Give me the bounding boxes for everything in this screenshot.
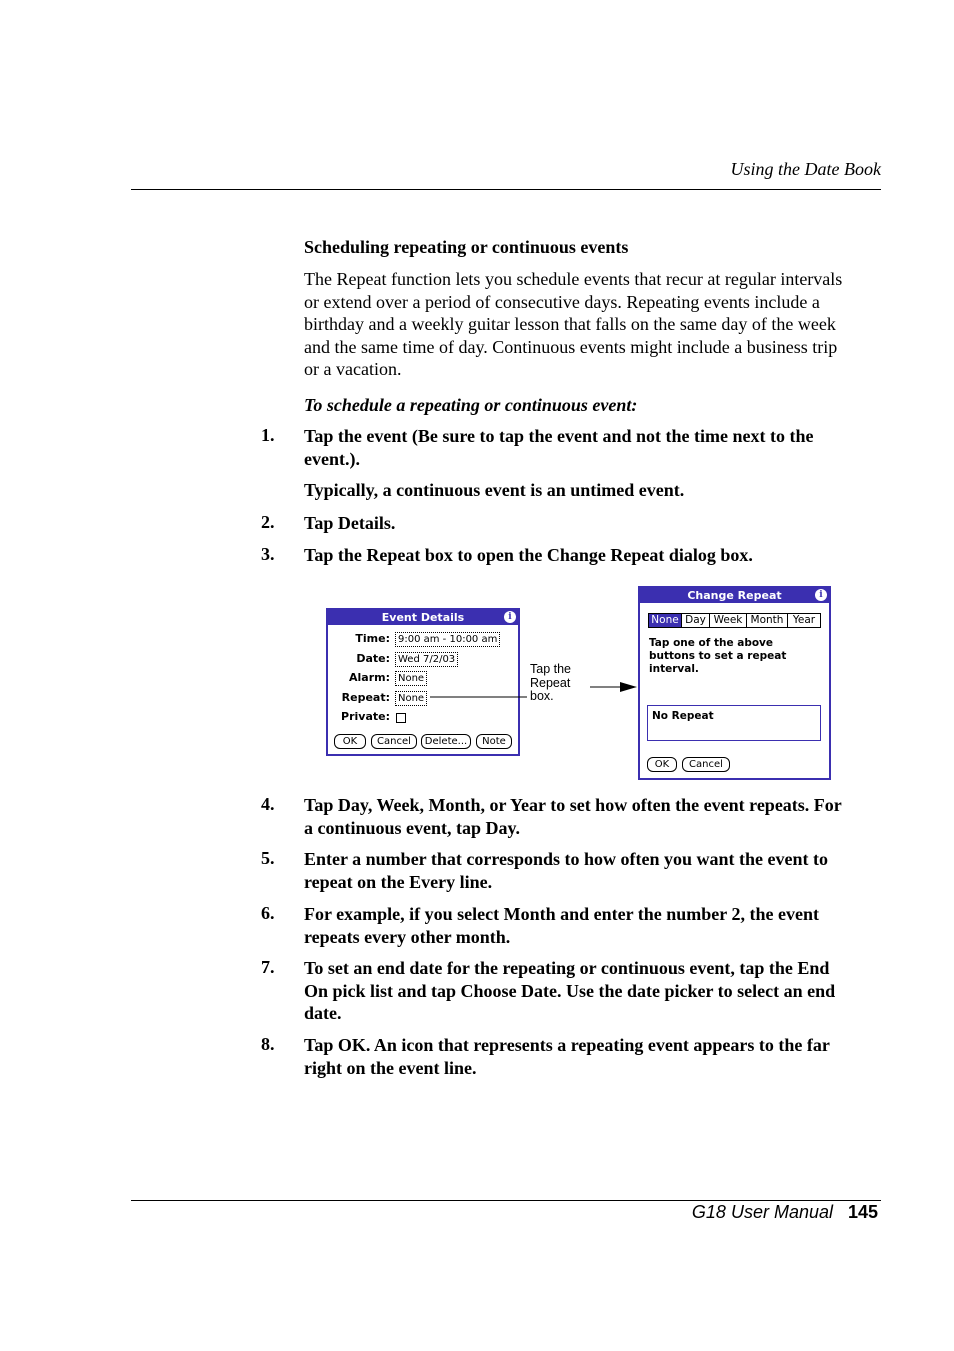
- paragraph-line: or a vacation.: [304, 359, 402, 380]
- step-line: Tap the Repeat box to open the Change Repeat dialog box.: [304, 545, 753, 565]
- callout-line: Repeat: [530, 675, 571, 690]
- repeat-status-box: [647, 705, 821, 741]
- step-number: 2.: [261, 512, 275, 532]
- step-number: 5.: [261, 848, 275, 868]
- private-label: Private:: [341, 710, 390, 723]
- info-icon: i: [815, 589, 827, 601]
- step-line: On pick list and tap Choose Date. Use the date picker to select an end: [304, 980, 836, 1001]
- instruction-text: [649, 637, 786, 676]
- step-text: [304, 848, 882, 893]
- tab-month[interactable]: Month: [746, 613, 788, 628]
- step-line: Tap the event (Be sure to tap the event and not the time next to the: [304, 426, 814, 446]
- alarm-label: Alarm:: [349, 671, 390, 684]
- repeat-label: Repeat:: [341, 691, 390, 704]
- step-number: 3.: [261, 544, 275, 564]
- step-line: event.).: [304, 448, 360, 469]
- step-text: [304, 1034, 882, 1079]
- step-line: repeats every other month.: [304, 926, 511, 947]
- callout-line: Tap the: [530, 662, 572, 676]
- callout-text: [530, 663, 571, 704]
- step-number: 1.: [261, 425, 275, 445]
- tab-year[interactable]: Year: [787, 613, 821, 628]
- running-head: Using the Date Book: [730, 159, 881, 179]
- note-button[interactable]: Note: [476, 734, 512, 749]
- step-line: Tap OK. An icon that represents a repeating event appears to the far: [304, 1035, 830, 1055]
- dialog-title: Event Details: [328, 610, 518, 625]
- step-number: 7.: [261, 957, 275, 977]
- step-line: date.: [304, 1003, 342, 1024]
- step-line: For example, if you select Month and enter the number 2, the event: [304, 904, 819, 924]
- page-number: 145: [848, 1202, 879, 1222]
- repeat-field[interactable]: None: [395, 691, 427, 706]
- cancel-button[interactable]: Cancel: [371, 734, 417, 749]
- date-field[interactable]: Wed 7/2/03: [395, 652, 458, 667]
- callout-line: box.: [530, 689, 554, 703]
- footer-rule: [131, 1200, 881, 1201]
- cancel-button[interactable]: Cancel: [682, 757, 730, 772]
- step-number: 8.: [261, 1034, 275, 1054]
- callout-arrowhead: [620, 682, 637, 692]
- step-line: Tap Day, Week, Month, or Year to set how often the event repeats. For: [304, 795, 842, 815]
- repeat-status-text: No Repeat: [652, 710, 714, 722]
- step-line: right on the event line.: [304, 1057, 477, 1078]
- step-text: [304, 903, 882, 948]
- alarm-field[interactable]: None: [395, 671, 427, 686]
- tab-week[interactable]: Week: [709, 613, 747, 628]
- info-icon: i: [504, 611, 516, 623]
- time-label: Time:: [355, 632, 390, 645]
- instruction-line: Tap one of the above: [649, 637, 774, 649]
- paragraph-line: The Repeat function lets you schedule events that recur at regular intervals: [304, 269, 843, 289]
- footer-manual-title: G18 User Manual: [691, 1202, 833, 1222]
- step-line: To set an end date for the repeating or continuous event, tap the End: [304, 958, 830, 978]
- paragraph-line: or extend over a period of consecutive days. Repeating events include a: [304, 291, 820, 312]
- step-line: Enter a number that corresponds to how often you want the event to: [304, 849, 828, 869]
- ok-button[interactable]: OK: [647, 757, 677, 772]
- tab-day[interactable]: Day: [681, 613, 710, 628]
- step-text: [304, 957, 882, 1025]
- dialog-title: Change Repeat: [640, 588, 829, 603]
- tab-none[interactable]: None: [648, 613, 682, 628]
- step-line: a continuous event, tap Day.: [304, 817, 521, 838]
- paragraph-line: and the same time of day. Continuous events might include a business trip: [304, 336, 838, 357]
- step-line: Tap Details.: [304, 513, 396, 533]
- delete-button[interactable]: Delete...: [421, 734, 471, 749]
- section-title: Scheduling repeating or continuous events: [304, 237, 629, 257]
- step-number: 6.: [261, 903, 275, 923]
- change-repeat-dialog: [638, 586, 831, 780]
- instruction-line: interval.: [649, 663, 699, 675]
- date-label: Date:: [356, 652, 390, 665]
- ok-button[interactable]: OK: [334, 734, 366, 749]
- step-number: 4.: [261, 794, 275, 814]
- procedure-title: To schedule a repeating or continuous event:: [304, 395, 638, 415]
- time-field[interactable]: 9:00 am - 10:00 am: [395, 632, 500, 647]
- step-line: Typically, a continuous event is an untimed event.: [304, 480, 685, 500]
- instruction-line: buttons to set a repeat: [649, 650, 787, 662]
- step-text: [304, 794, 882, 839]
- paragraph-line: birthday and a weekly guitar lesson that falls on the same day of the week: [304, 314, 836, 335]
- step-line: repeat on the Every line.: [304, 871, 493, 892]
